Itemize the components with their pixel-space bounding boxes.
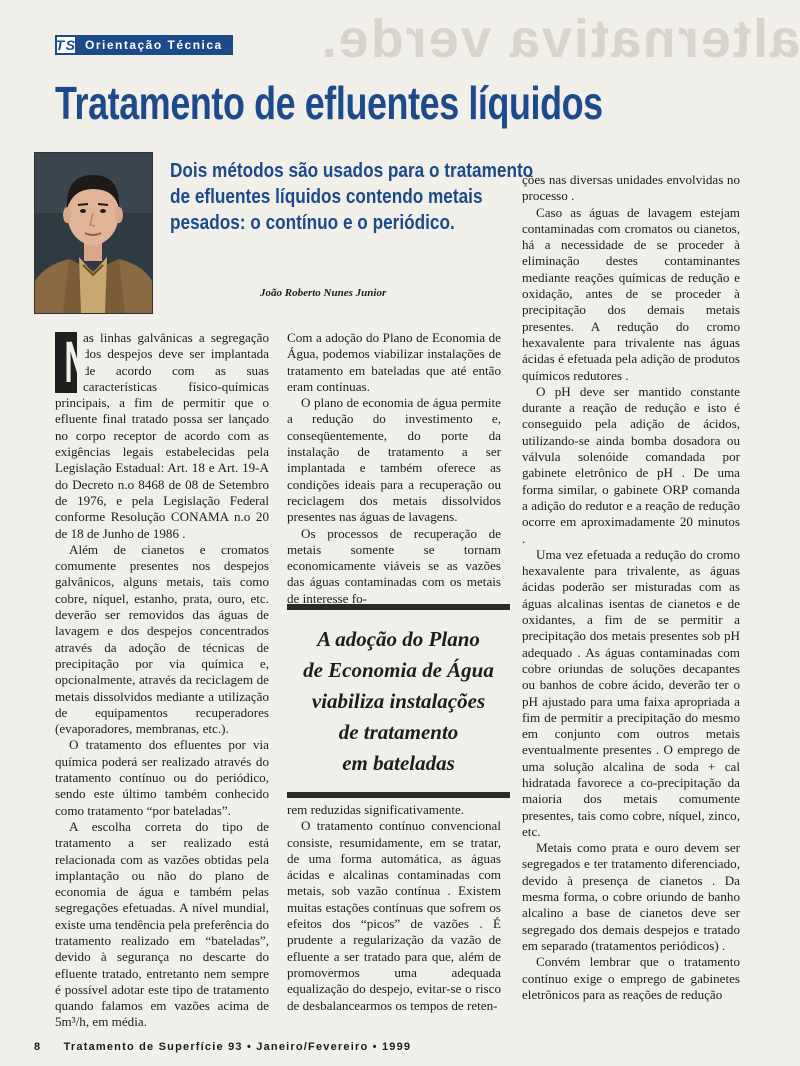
lead-paragraph	[170, 158, 534, 236]
body-paragraph: A escolha correta do tipo de tratamento a ser realizado está relacionada com as vazões obtidas pela implantação ou não do plano de economia de água e também pelas segregações efetuadas. A nível mundial, existe uma tendência pela preferência do tratamento realizado em “bateladas”, devido à segurança no descarte do efluente tratado, entretanto nem sempre é possível adotar este tipo de tratamento quando falamos em vazões acima de 5m³/h, em média.	[55, 818, 269, 1030]
bleed-through-text: alternativa verde.	[319, 9, 800, 69]
pull-quote-line: viabiliza instalações	[311, 689, 486, 713]
body-column-1	[55, 330, 269, 1031]
pull-quote-line: de Economia de Água	[303, 658, 494, 682]
drop-cap: N	[55, 332, 77, 393]
pull-quote-line: A adoção do Plano	[317, 627, 480, 651]
page-number: 8	[34, 1041, 42, 1053]
lead-line: de efluentes líquidos contendo metais	[170, 186, 483, 208]
author-photo	[34, 152, 153, 314]
body-paragraph: Metais como prata e ouro devem ser segregados e ter tratamento diferenciado, devido à presença de cianetos . Da mesma forma, o cobre oriundo de banho alcalino a base de cianetos deve ser segregado dos demais despejos e tratado em separado (tratamentos periódicos) .	[522, 840, 740, 953]
body-column-3	[522, 172, 740, 1003]
body-column-2-bottom	[287, 802, 501, 1014]
body-paragraph: O pH deve ser mantido constante durante a reação de redução e isto é conseguido pela adição de ácidos, utilizando-se ainda bomba dosadora ou válvula solenóide comandada por gabinete eletrônico de pH . De uma forma similar, o gabinete ORP comanda a adição do redutor e a reação de redução ocorre em aproximadamente 20 minutos .	[522, 383, 740, 546]
pull-quote-line: de tratamento	[338, 720, 459, 744]
body-paragraph: O tratamento contínuo convencional consiste, resumidamente, em se tratar, de uma forma automática, as águas ácidas e alcalinas contaminadas com metais, sob vazão contínua . Existem muitas estações contínuas que sofrem os efeitos dos “picos” de vazões . É prudente a regularização da vazão de efluente a ser tratado para que, além de promovermos uma adequada equalização do despejo, evitar-se o risco de desbalancearmos os tempos de reten-	[287, 818, 501, 1013]
body-paragraph: Os processos de recuperação de metais somente se tornam economicamente viáveis se as vazões das águas contaminadas com os metais de interesse fo-	[287, 525, 501, 606]
body-paragraph: N as linhas galvânicas a segregação dos despejos deve ser implantada de acordo com as suas características físico-químicas principais, a fim de permitir que o efluente final tratado possa ser lançado no corpo receptor de acordo com as exigências legais estabelecidas pela Legislação Estadual: Art. 18 e Art. 19-A do Decreto n.o 8468 de 08 de Setembro de 1976, e pela Legislação Federal conforme Resolução CONAMA n.o 20 de 18 de Junho de 1986 .	[55, 330, 269, 541]
body-column-2-top	[287, 330, 501, 607]
body-paragraph: Além de cianetos e cromatos comumente presentes nos despejos galvânicos, alguns metais, tais como cobre, níquel, estanho, prata, ouro, etc. deverão ser removidos das águas de lavagem e dos despejos concentrados através da adoção de técnicas de precipitação por via química e, opcionalmente, através da reciclagem de metais dissolvidos mediante a utilização de equipamentos recuperadores (evaporadores, membranas, etc.).	[55, 541, 269, 737]
page-footer	[34, 1041, 411, 1053]
portrait-image	[35, 153, 152, 313]
body-paragraph: rem reduzidas significativamente.	[287, 802, 465, 817]
section-label: Orientação Técnica	[85, 38, 223, 52]
body-paragraph: O tratamento dos efluentes por via química poderá ser realizado através do tratamento contínuo ou do periódico, sendo este último também conhecido como tratamento “por bateladas”.	[55, 737, 269, 818]
pull-quote	[287, 604, 510, 798]
body-paragraph: Convém lembrar que o tratamento contínuo exige o emprego de gabinetes eletrônicos para as reações de redução	[522, 954, 740, 1002]
footer-publication: Tratamento de Superfície 93 • Janeiro/Fevereiro • 1999	[63, 1041, 412, 1053]
lead-line: pesados: o contínuo e o periódico.	[170, 212, 455, 234]
ts-logo: TS	[55, 37, 77, 53]
body-paragraph: ções nas diversas unidades envolvidas no processo .	[522, 172, 740, 204]
pull-quote-line: em bateladas	[342, 751, 455, 775]
body-paragraph: O plano de economia de água permite a redução do investimento e, conseqüentemente, do porte da instalação de tratamento a ser implantada e também oferece as condições ideais para a recuperação ou reciclagem dos metais dissolvidos presentes nas águas de lavagens.	[287, 395, 501, 525]
body-paragraph: Com a adoção do Plano de Economia de Água, podemos viabilizar instalações de tratamento em bateladas que até então eram contínuas.	[287, 330, 501, 394]
lead-line: Dois métodos são usados para o tratamento	[170, 160, 534, 182]
body-paragraph: Uma vez efetuada a redução do cromo hexavalente para trivalente, as águas ácidas poderão ser misturadas com as águas alcalinas isentas de cianetos e de oxidantes, a fim de se permitir a precipitação dos metais presentes sob pH adequado . As águas contaminadas com cobre oriundas de soluções decapantes ou banhos de cobre ácido, deverão ter o pH ajustado para uma faixa apropriada a fim de permitir a precipitação do mesmo em conjunto com outros metais eventualmente presentes . O emprego de uma solução alcalina de soda + cal hidratada favorece a co-precipitação da maioria dos metais comumente presentes, tais como cobre, níquel, zinco, etc.	[522, 546, 740, 839]
author-byline: João Roberto Nunes Junior	[260, 287, 387, 299]
body-paragraph: Caso as águas de lavagem estejam contaminadas com cromatos ou cianetos, há a necessidade de se proceder à eliminação destes contaminantes mediante reações químicas de redução e oxidação, antes de se proceder à precipitação dos demais metais presentes. A redução do cromo hexavalente para trivalente nas águas ácidas é efetuada pela adição de produtos químicos redutores .	[522, 204, 740, 383]
section-tag	[55, 35, 233, 55]
article-title: Tratamento de efluentes líquidos	[55, 77, 603, 129]
